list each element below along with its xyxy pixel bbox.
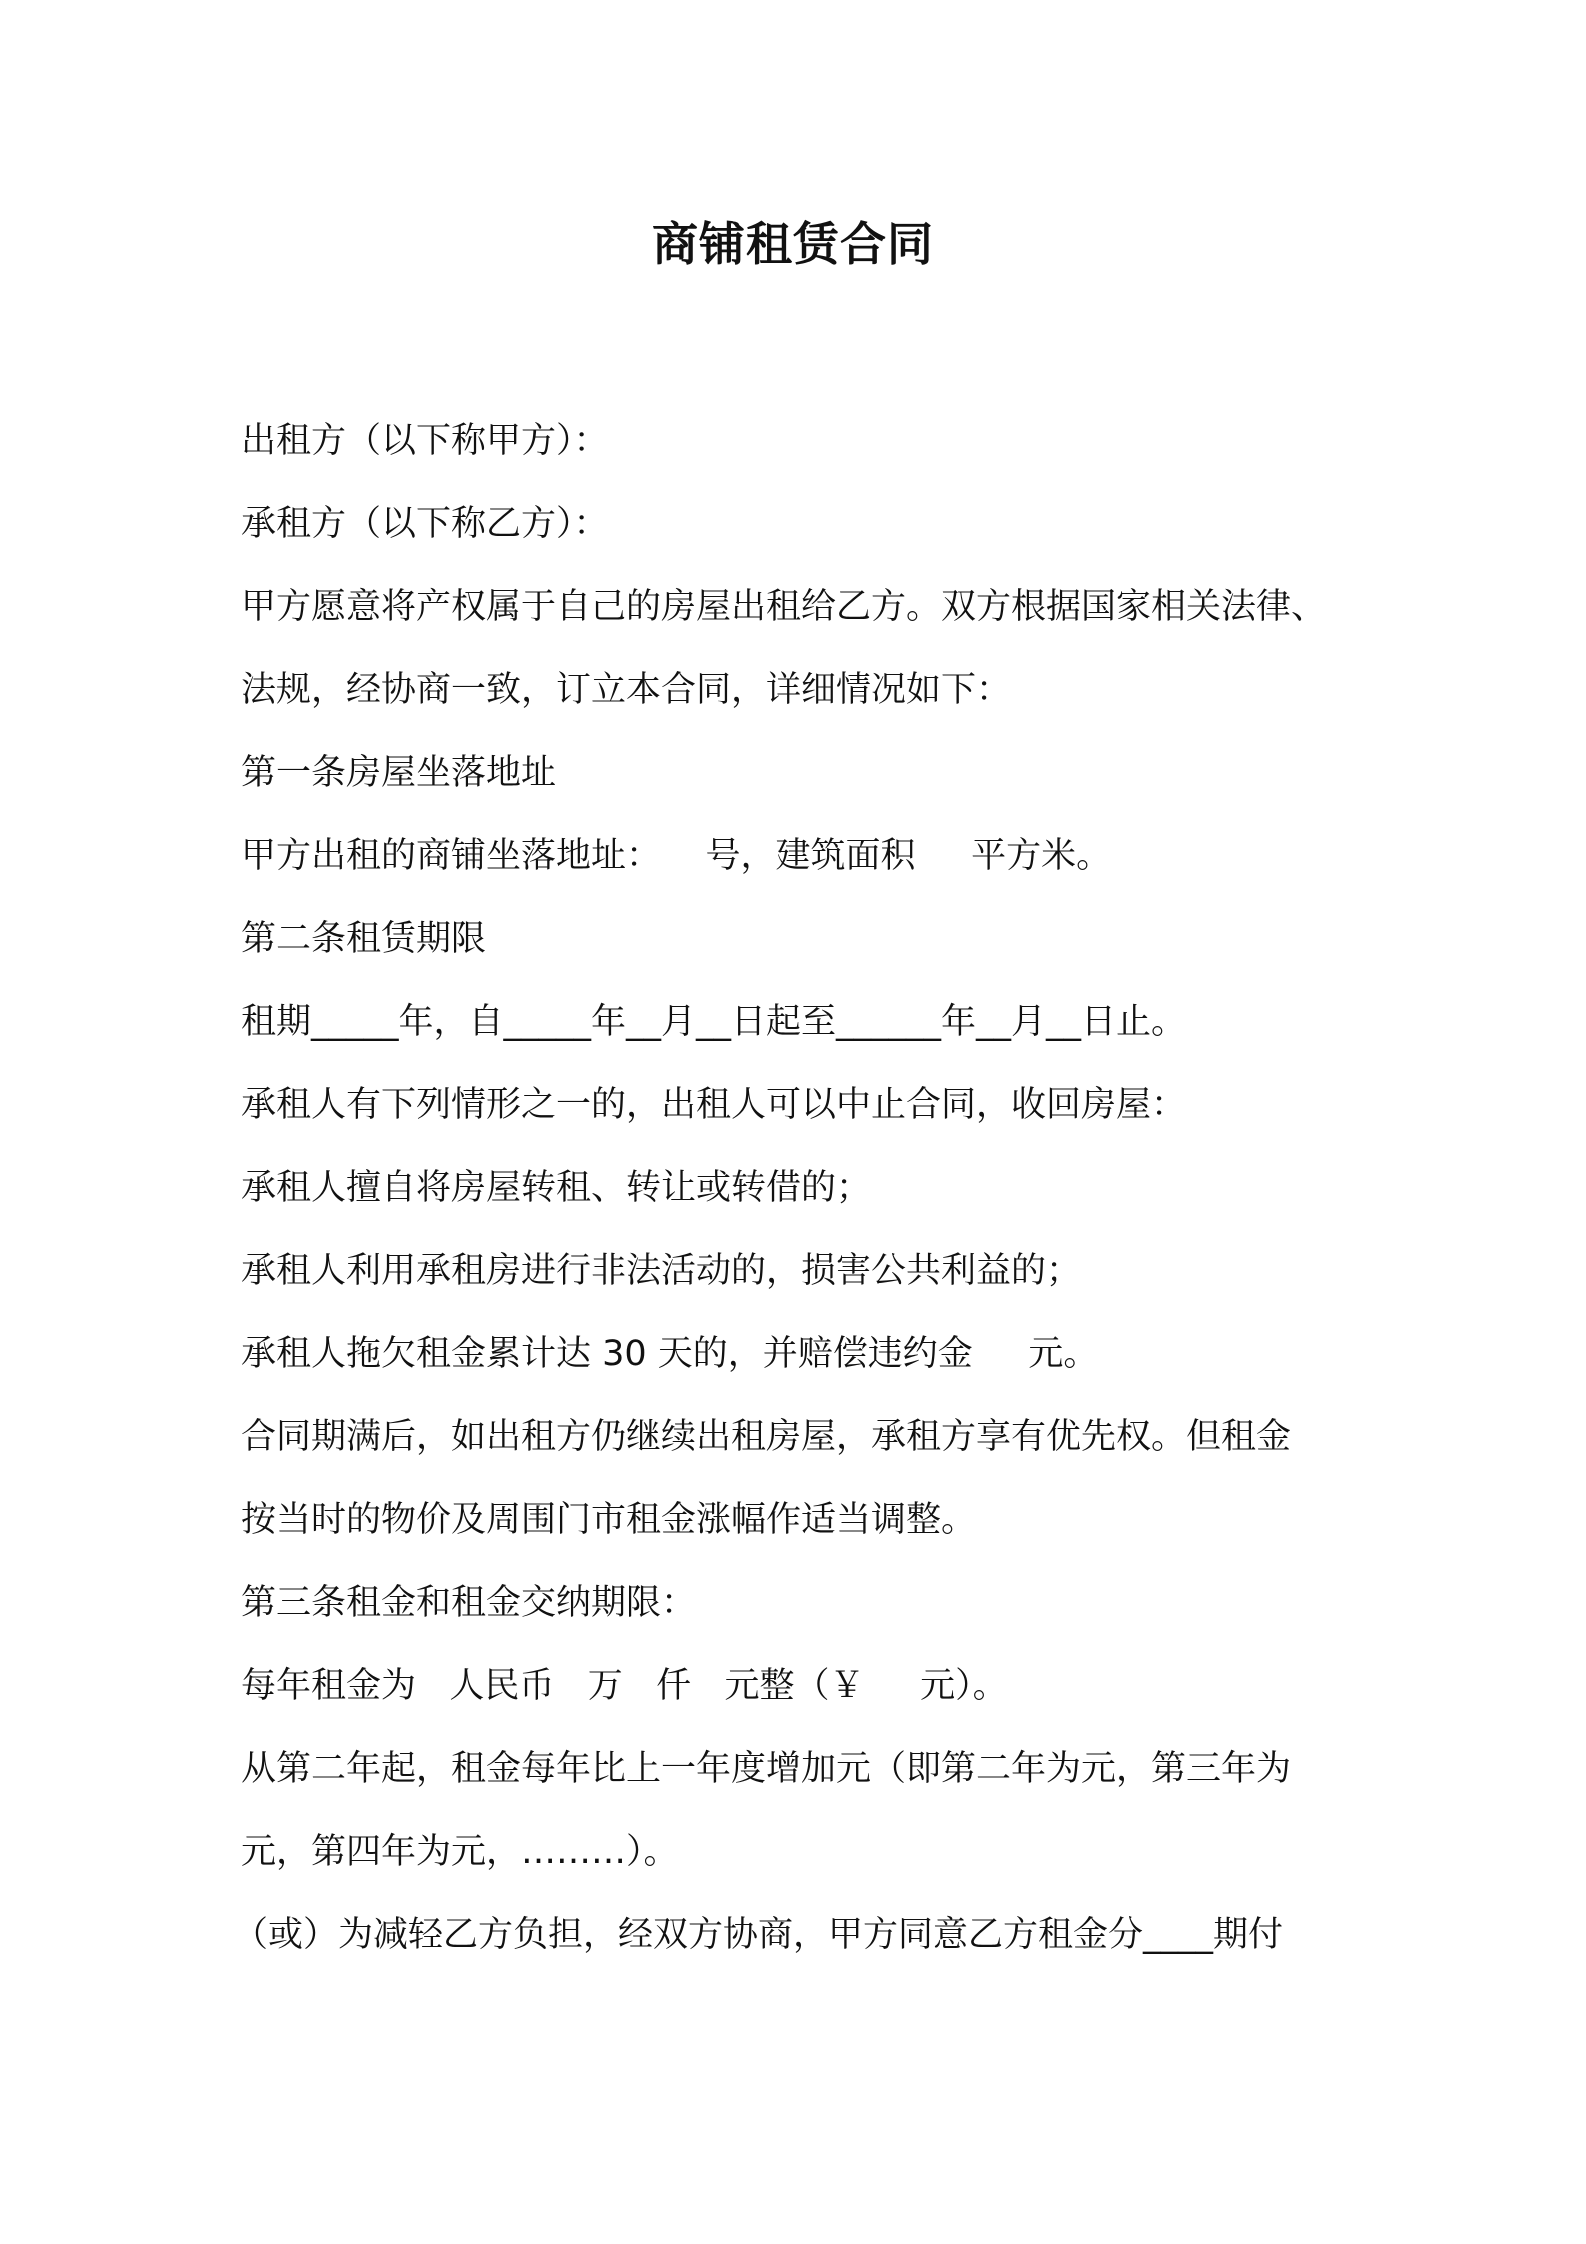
lease-term-line: 租期_____年，自_____年__月__日起至______年__月__日止。 [241, 1002, 1187, 1042]
termination-item-2: 承租人利用承租房进行非法活动的，损害公共利益的； [241, 1251, 1082, 1291]
preamble-line-2: 法规，经协商一致，订立本合同，详细情况如下： [241, 670, 1012, 710]
preamble-line-1: 甲方愿意将产权属于自己的房屋出租给乙方。双方根据国家相关法律、 [241, 587, 1327, 627]
article-1-address: 甲方出租的商铺坐落地址： 号，建筑面积 平方米。 [241, 836, 1112, 876]
article-1-heading: 第一条房屋坐落地址 [241, 753, 557, 793]
article-3-heading: 第三条租金和租金交纳期限： [241, 1583, 697, 1623]
termination-item-1: 承租人擅自将房屋转租、转让或转借的； [241, 1168, 872, 1208]
renewal-line-1: 合同期满后，如出租方仍继续出租房屋，承租方享有优先权。但租金 [241, 1417, 1292, 1457]
article-2-heading: 第二条租赁期限 [241, 919, 487, 959]
rent-increase-line-1: 从第二年起，租金每年比上一年度增加元（即第二年为元，第三年为 [241, 1749, 1292, 1789]
document-body [233, 400, 1391, 1977]
annual-rent-line: 每年租金为 人民币 万 仟 元整（￥ 元）。 [241, 1666, 1008, 1706]
renewal-line-2: 按当时的物价及周围门市租金涨幅作适当调整。 [241, 1500, 977, 1540]
lessee-line: 承租方（以下称乙方）： [241, 504, 609, 544]
termination-item-3: 承租人拖欠租金累计达 30 天的，并赔偿违约金 元。 [241, 1334, 1099, 1374]
lessor-line: 出租方（以下称甲方）： [241, 421, 609, 461]
termination-intro: 承租人有下列情形之一的，出租人可以中止合同，收回房屋： [241, 1085, 1187, 1125]
installment-line: （或）为减轻乙方负担，经双方协商，甲方同意乙方租金分____期付 [233, 1915, 1284, 1955]
rent-increase-line-2: 元，第四年为元，………）。 [241, 1832, 679, 1872]
document-title: 商铺租赁合同 [652, 217, 934, 271]
